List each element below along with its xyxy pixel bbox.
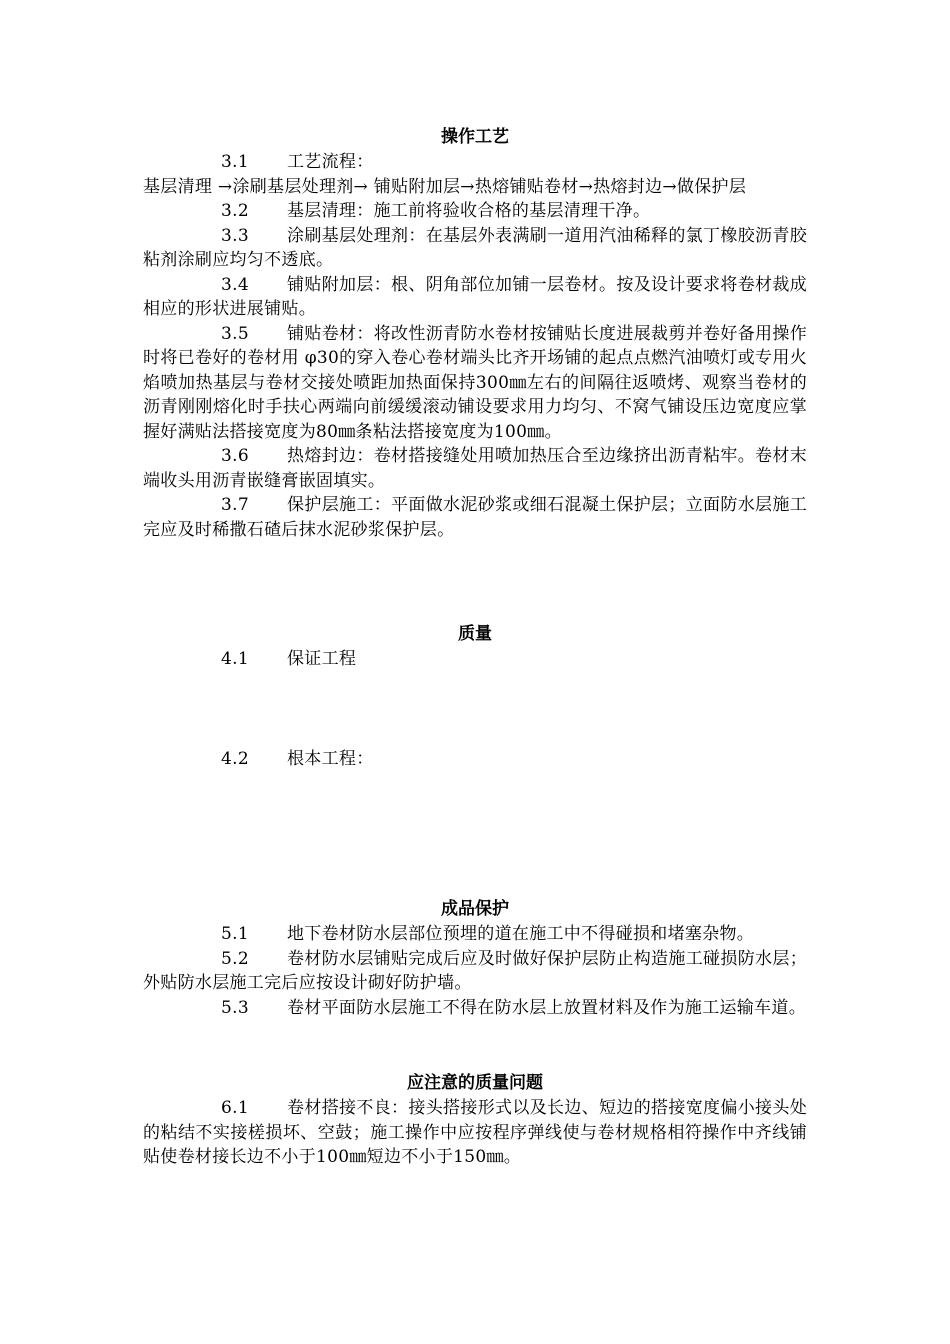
paragraph-3-1 — [143, 150, 807, 175]
paragraph-text: 基层清理：施工前将验收合格的基层清理干净。 — [287, 201, 651, 221]
paragraph-number: 3.2 — [221, 201, 249, 221]
section-heading-quality: 质量 — [458, 624, 492, 644]
paragraph-3-3 — [143, 224, 807, 273]
paragraph-text: 涂刷基层处理剂：在基层外表满刷一道用汽油稀释的氯丁橡胶沥青胶粘剂涂刷应均匀不透底。 — [143, 225, 807, 270]
paragraph-number: 5.2 — [221, 948, 249, 969]
paragraph-number: 3.4 — [221, 274, 249, 295]
section-heading-quality-issues: 应注意的质量问题 — [407, 1073, 543, 1093]
section-heading-product-protection: 成品保护 — [441, 899, 509, 919]
paragraph-text: 基层清理 →涂刷基层处理剂→ 铺贴附加层→热熔铺贴卷材→热熔封边→做保护层 — [143, 176, 747, 197]
paragraph-3-2 — [143, 199, 807, 224]
paragraph-4-1 — [143, 647, 807, 672]
paragraph-5-2 — [143, 947, 807, 996]
paragraph-3-4 — [143, 273, 807, 322]
paragraph-text: 铺贴附加层：根、阴角部位加铺一层卷材。按及设计要求将卷材裁成相应的形状进展铺贴。 — [143, 274, 807, 319]
paragraph-process-flow — [143, 175, 807, 200]
paragraph-text: 热熔封边：卷材搭接缝处用喷加热压合至边缘挤出沥青粘牢。卷材末端收头用沥青嵌缝膏嵌固填实。 — [143, 446, 807, 491]
paragraph-text: 卷材防水层铺贴完成后应及时做好保护层防止构造施工碰损防水层；外贴防水层施工完后应按设计砌好防护墙。 — [143, 948, 807, 993]
paragraph-text: 铺贴卷材：将改性沥青防水卷材按铺贴长度进展裁剪并卷好备用操作时将已卷好的卷材用 φ30的穿入卷心卷材端头比齐开场铺的起点点燃汽油喷灯或专用火焰喷加热基层与卷材交接处喷距加热面保持300㎜左右的间隔往返喷烤、观察当卷材的沥青刚刚熔化时手扶心两端向前缓缓滚动铺设要求用力均匀、不窝气铺设压边宽度应掌握好满贴法搭接宽度为80㎜条粘法搭接宽度为100㎜。 — [143, 323, 807, 442]
paragraph-number: 3.7 — [221, 495, 249, 515]
paragraph-text: 根本工程： — [287, 749, 374, 769]
paragraph-number: 4.1 — [221, 649, 249, 669]
paragraph-number: 6.1 — [221, 1098, 249, 1118]
paragraph-3-6 — [143, 444, 807, 493]
paragraph-4-2 — [143, 747, 807, 772]
paragraph-number: 3.1 — [221, 152, 249, 172]
paragraph-text: 卷材平面防水层施工不得在防水层上放置材料及作为施工运输车道。 — [287, 997, 806, 1018]
paragraph-3-7 — [143, 493, 807, 542]
section-heading-process: 操作工艺 — [441, 127, 509, 147]
paragraph-number: 3.6 — [221, 446, 249, 466]
section-body-quality-issues — [143, 1096, 807, 1170]
paragraph-6-1 — [143, 1096, 807, 1170]
paragraph-text: 保护层施工：平面做水泥砂浆或细石混凝土保护层；立面防水层施工完应及时稀撒石碴后抹水泥砂浆保护层。 — [143, 495, 807, 540]
section-body-product-protection — [143, 922, 807, 1020]
section-body-process — [143, 150, 807, 542]
paragraph-3-5 — [143, 322, 807, 445]
paragraph-text: 保证工程 — [287, 649, 357, 669]
paragraph-number: 5.3 — [221, 997, 249, 1018]
paragraph-number: 3.5 — [221, 323, 249, 344]
paragraph-5-1 — [143, 922, 807, 947]
paragraph-text: 卷材搭接不良：接头搭接形式以及长边、短边的搭接宽度偏小接头处的粘结不实接槎损坏、空鼓；施工操作中应按程序弹线使与卷材规格相符操作中齐线铺贴使卷材接长边不小于100㎜短边不小于150㎜。 — [143, 1098, 807, 1167]
paragraph-text: 工艺流程： — [287, 152, 374, 172]
paragraph-number: 4.2 — [221, 749, 249, 769]
paragraph-number: 3.3 — [221, 225, 249, 246]
paragraph-number: 5.1 — [221, 924, 249, 944]
paragraph-5-3 — [143, 996, 807, 1021]
paragraph-text: 地下卷材防水层部位预埋的道在施工中不得碰损和堵塞杂物。 — [287, 924, 755, 944]
